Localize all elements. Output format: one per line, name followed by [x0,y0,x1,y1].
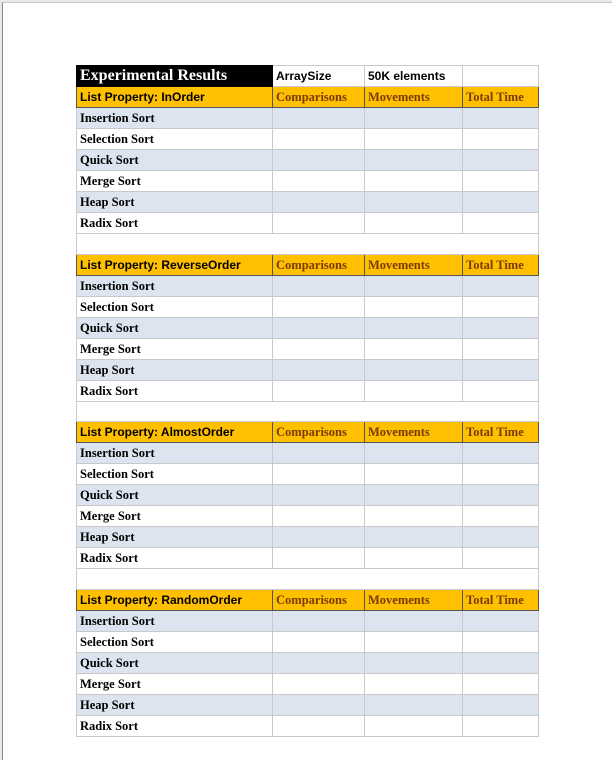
total-time-cell[interactable] [463,192,539,213]
array-size-label[interactable]: ArraySize [273,66,365,87]
table-row [77,527,539,548]
comparisons-cell[interactable] [273,213,365,234]
comparisons-cell[interactable] [273,296,365,317]
table-row [77,129,539,150]
algorithm-name[interactable]: Selection Sort [77,129,273,150]
empty-cell[interactable] [463,66,539,87]
total-time-cell[interactable] [463,150,539,171]
table-row [77,694,539,715]
algorithm-name[interactable]: Quick Sort [77,150,273,171]
movements-cell[interactable] [365,380,463,401]
table-row [77,548,539,569]
table-row [77,275,539,296]
total-time-cell[interactable] [463,129,539,150]
total-time-cell[interactable] [463,464,539,485]
table-row [77,171,539,192]
total-time-cell[interactable] [463,338,539,359]
algorithm-name[interactable]: Insertion Sort [77,443,273,464]
table-row [77,296,539,317]
total-time-cell[interactable] [463,275,539,296]
movements-header[interactable]: Movements [365,254,463,275]
document-page [2,2,612,760]
movements-cell[interactable] [365,715,463,736]
comparisons-cell[interactable] [273,694,365,715]
total-time-cell[interactable] [463,317,539,338]
total-time-header[interactable]: Total Time [463,422,539,443]
comparisons-cell[interactable] [273,108,365,129]
table-row [77,506,539,527]
comparisons-cell[interactable] [273,548,365,569]
section-label[interactable]: List Property: RandomOrder [77,589,273,610]
algorithm-name[interactable]: Merge Sort [77,673,273,694]
movements-cell[interactable] [365,359,463,380]
comparisons-header[interactable]: Comparisons [273,422,365,443]
title-row [77,66,539,87]
comparisons-cell[interactable] [273,150,365,171]
algorithm-name[interactable]: Radix Sort [77,715,273,736]
table-row [77,673,539,694]
algorithm-name[interactable]: Heap Sort [77,192,273,213]
movements-cell[interactable] [365,548,463,569]
table-row [77,338,539,359]
section-label[interactable]: List Property: ReverseOrder [77,254,273,275]
section-header-row [77,589,539,610]
table-row [77,108,539,129]
algorithm-name[interactable]: Heap Sort [77,359,273,380]
total-time-cell[interactable] [463,108,539,129]
algorithm-name[interactable]: Selection Sort [77,631,273,652]
movements-cell[interactable] [365,296,463,317]
comparisons-cell[interactable] [273,610,365,631]
movements-cell[interactable] [365,610,463,631]
total-time-cell[interactable] [463,715,539,736]
algorithm-name[interactable]: Selection Sort [77,464,273,485]
table-row [77,317,539,338]
spacer-cell [77,401,539,422]
spacer-cell [77,234,539,255]
movements-cell[interactable] [365,192,463,213]
table-row [77,464,539,485]
comparisons-cell[interactable] [273,129,365,150]
total-time-cell[interactable] [463,527,539,548]
total-time-header[interactable]: Total Time [463,254,539,275]
comparisons-cell[interactable] [273,359,365,380]
comparisons-cell[interactable] [273,443,365,464]
algorithm-name[interactable]: Merge Sort [77,338,273,359]
movements-cell[interactable] [365,631,463,652]
comparisons-cell[interactable] [273,171,365,192]
algorithm-name[interactable]: Insertion Sort [77,275,273,296]
section-header-row [77,422,539,443]
comparisons-cell[interactable] [273,673,365,694]
table-row [77,443,539,464]
movements-cell[interactable] [365,506,463,527]
algorithm-name[interactable]: Insertion Sort [77,610,273,631]
total-time-cell[interactable] [463,380,539,401]
movements-cell[interactable] [365,464,463,485]
table-title[interactable]: Experimental Results [77,66,273,87]
table-row [77,380,539,401]
comparisons-header[interactable]: Comparisons [273,254,365,275]
total-time-cell[interactable] [463,694,539,715]
total-time-cell[interactable] [463,296,539,317]
movements-cell[interactable] [365,275,463,296]
algorithm-name[interactable]: Heap Sort [77,527,273,548]
algorithm-name[interactable]: Radix Sort [77,213,273,234]
table-row [77,652,539,673]
table-row [77,485,539,506]
algorithm-name[interactable]: Quick Sort [77,652,273,673]
algorithm-name[interactable]: Insertion Sort [77,108,273,129]
total-time-header[interactable]: Total Time [463,87,539,108]
comparisons-cell[interactable] [273,506,365,527]
algorithm-name[interactable]: Merge Sort [77,171,273,192]
total-time-cell[interactable] [463,171,539,192]
movements-cell[interactable] [365,150,463,171]
comparisons-cell[interactable] [273,380,365,401]
algorithm-name[interactable]: Merge Sort [77,506,273,527]
algorithm-name[interactable]: Quick Sort [77,317,273,338]
comparisons-cell[interactable] [273,485,365,506]
algorithm-name[interactable]: Radix Sort [77,380,273,401]
movements-cell[interactable] [365,694,463,715]
movements-cell[interactable] [365,673,463,694]
comparisons-cell[interactable] [273,652,365,673]
total-time-cell[interactable] [463,652,539,673]
movements-cell[interactable] [365,129,463,150]
total-time-cell[interactable] [463,673,539,694]
comparisons-header[interactable]: Comparisons [273,589,365,610]
table-row [77,359,539,380]
total-time-cell[interactable] [463,213,539,234]
comparisons-cell[interactable] [273,192,365,213]
algorithm-name[interactable]: Selection Sort [77,296,273,317]
movements-cell[interactable] [365,108,463,129]
section-header-row [77,87,539,108]
total-time-cell[interactable] [463,485,539,506]
table-row [77,631,539,652]
movements-cell[interactable] [365,317,463,338]
movements-cell[interactable] [365,485,463,506]
movements-cell[interactable] [365,338,463,359]
movements-header[interactable]: Movements [365,422,463,443]
comparisons-cell[interactable] [273,275,365,296]
algorithm-name[interactable]: Quick Sort [77,485,273,506]
results-table [76,65,539,737]
comparisons-cell[interactable] [273,527,365,548]
comparisons-cell[interactable] [273,317,365,338]
total-time-cell[interactable] [463,548,539,569]
comparisons-cell[interactable] [273,715,365,736]
section-label[interactable]: List Property: InOrder [77,87,273,108]
total-time-cell[interactable] [463,443,539,464]
movements-cell[interactable] [365,443,463,464]
comparisons-header[interactable]: Comparisons [273,87,365,108]
table-row [77,150,539,171]
algorithm-name[interactable]: Radix Sort [77,548,273,569]
table-row [77,192,539,213]
spacer-row [77,234,539,255]
total-time-cell[interactable] [463,506,539,527]
algorithm-name[interactable]: Heap Sort [77,694,273,715]
total-time-cell[interactable] [463,610,539,631]
section-header-row [77,254,539,275]
comparisons-cell[interactable] [273,338,365,359]
table-row [77,610,539,631]
total-time-header[interactable]: Total Time [463,589,539,610]
movements-cell[interactable] [365,213,463,234]
comparisons-cell[interactable] [273,464,365,485]
table-row [77,213,539,234]
array-size-value[interactable]: 50K elements [365,66,463,87]
movements-cell[interactable] [365,652,463,673]
comparisons-cell[interactable] [273,631,365,652]
spacer-row [77,401,539,422]
table-row [77,715,539,736]
section-label[interactable]: List Property: AlmostOrder [77,422,273,443]
spacer-row [77,569,539,590]
movements-header[interactable]: Movements [365,589,463,610]
spacer-cell [77,569,539,590]
movements-cell[interactable] [365,527,463,548]
movements-header[interactable]: Movements [365,87,463,108]
movements-cell[interactable] [365,171,463,192]
total-time-cell[interactable] [463,359,539,380]
total-time-cell[interactable] [463,631,539,652]
